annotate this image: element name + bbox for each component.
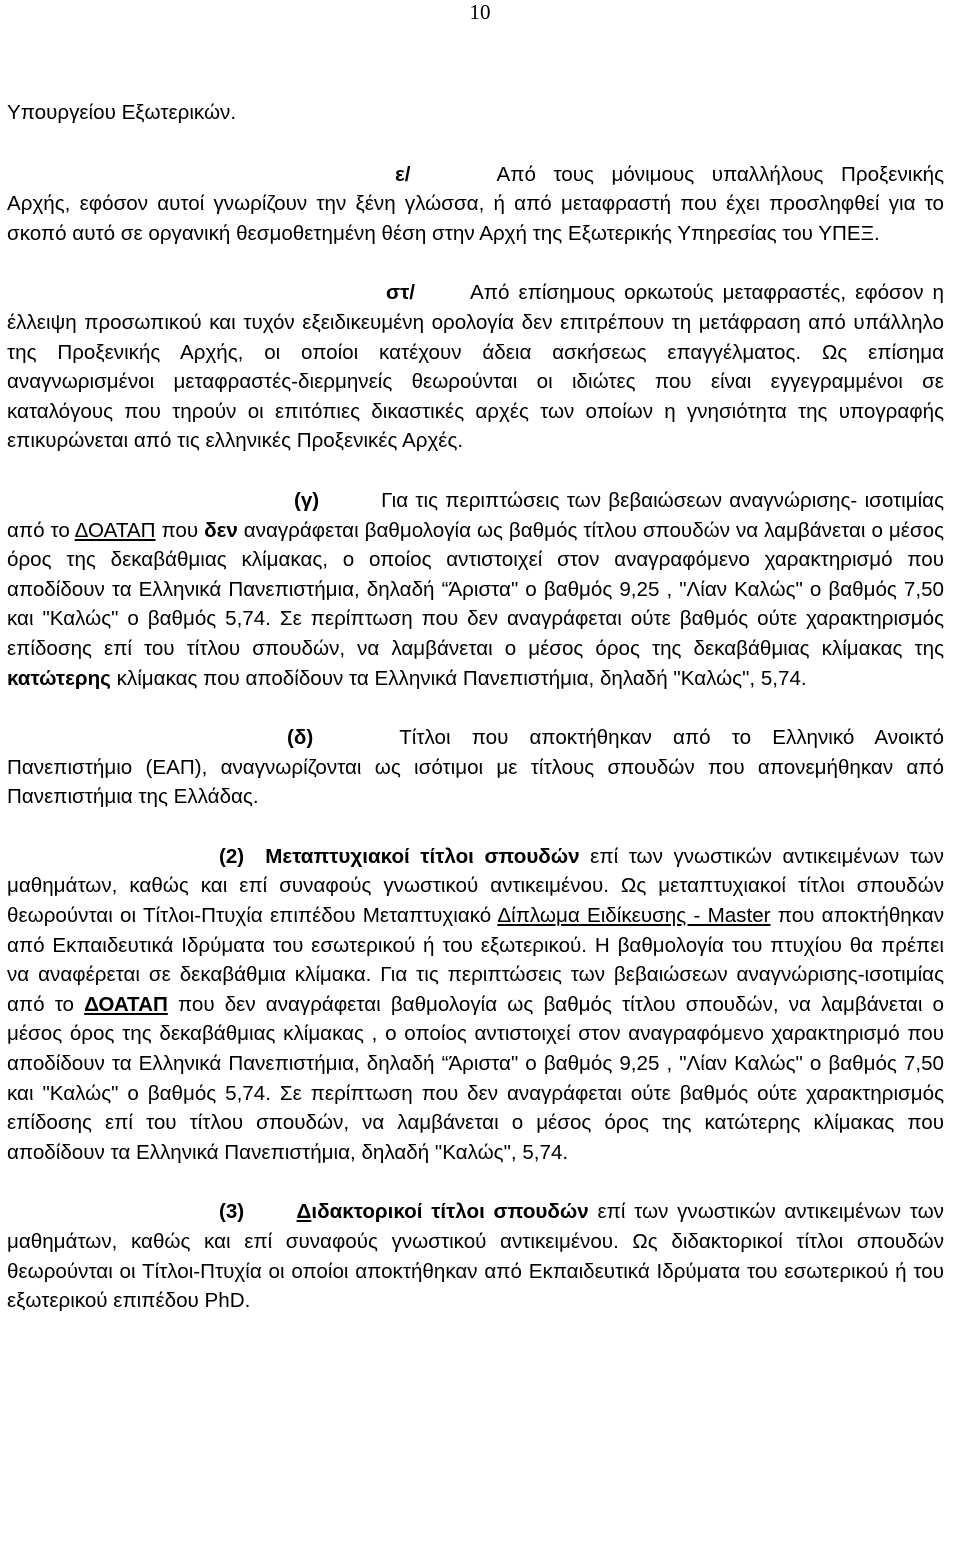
- doatap-abbreviation: ΔΟΑΤΑΠ: [74, 518, 156, 542]
- paragraph-2: [7, 842, 944, 1168]
- grade-label: Άριστα: [448, 1052, 511, 1076]
- paragraph-d: [7, 723, 944, 812]
- section-heading: Διδακτορικοί τίτλοι σπουδών: [296, 1200, 589, 1224]
- paragraph-text: που αποκτήθηκαν από Εκπαιδευτικά Ιδρύματα του εσωτερικού ή του εξωτερικού. Η βαθμολογία του πτυχίου θα πρέπει να αναφέρεται σε δεκαβάθμια κλίμακα. Για τις περιπτώσεις των βεβαιώσεων αναγνώρισης-ισοτιμίας από το: [7, 904, 944, 1016]
- paragraph-text: που δεν αναγράφεται βαθμολογία ως βαθμός τίτλου σπουδών, να λαμβάνεται ο μέσος όρος της δεκαβάθμιας κλίμακας , ο οποίος αντιστοιχεί στον αναγραφόμενο χαρακτηρισμό που αποδίδουν τα Ελληνικά Πανεπιστήμια, δηλαδή: [7, 992, 944, 1076]
- opening-quote: “: [441, 1052, 449, 1076]
- opening-quote: “: [441, 577, 449, 601]
- emphasis-katoteris: κατώτερης: [7, 666, 111, 690]
- paragraph-text: " ο βαθμός 9,25 , "Λίαν Καλώς" ο βαθμός 7,50 και "Καλώς" ο βαθμός 5,74. Σε περίπτωση που δεν αναγράφεται ούτε βαθμός ούτε χαρακτηρισμός επίδοσης επί του τίτλου σπουδών, να λαμβάνεται ο μέσος όρος της δεκαβάθμιας κλίμακας της: [7, 577, 944, 660]
- paragraph-text: επί των γνωστικών αντικειμένων των μαθημάτων, καθώς και επί συναφούς γνωστικού αντικειμένου. Ως διδακτορικοί τίτλοι σπουδών θεωρούνται οι Τίτλοι-Πτυχία οι οποίοι αποκτήθηκαν από Εκπαιδευτικά Ιδρύματα του εσωτερικού ή του εξωτερικού επιπέδου PhD.: [7, 1200, 944, 1313]
- grade-label: Άριστα: [448, 577, 511, 601]
- page-number: 10: [469, 0, 491, 24]
- document-body: [7, 98, 944, 1346]
- paragraph-text: επί των γνωστικών αντικειμένων των μαθημάτων, καθώς και επί συναφούς γνωστικού αντικειμένου. Ως μεταπτυχιακοί τίτλοι σπουδών θεωρούνται οι Τίτλοι-Πτυχία επιπέδου Μεταπτυχιακό: [7, 844, 944, 928]
- paragraph-text: Από τους μόνιμους υπαλλήλους Προξενικής Αρχής, εφόσον αυτοί γνωρίζουν την ξένη γλώσσα, ή από μεταφραστή που έχει προσληφθεί για το σκοπό αυτό σε οργανική θεσμοθετημένη θέση στην Αρχή της Εξωτερικής Υπηρεσίας του ΥΠΕΞ.: [7, 162, 944, 245]
- paragraph-marker: στ/: [386, 281, 416, 305]
- paragraph-marker: (2): [219, 844, 245, 868]
- paragraph-g: [7, 486, 944, 693]
- paragraph-marker: (γ): [294, 488, 320, 512]
- paragraph-text: Από επίσημους ορκωτούς μεταφραστές, εφόσον η έλλειψη προσωπικού και τυχόν εξειδικευμένη ορολογία δεν επιτρέπουν τη μετάφραση από υπάλληλο της Προξενικής Αρχής, οι οποίοι κατέχουν άδεια ασκήσεως επαγγέλματος. Ως επίσημα αναγνωρισμένοι μεταφραστές-διερμηνείς θεωρούνται οι ιδιώτες που είναι εγγεγραμμένοι σε καταλόγους που τηρούν οι επιτόπιες δικαστικές αρχές των οποίων η γνησιότητα της υπογραφής επικυρώνεται από τις ελληνικές Προξενικές Αρχές.: [7, 281, 944, 453]
- paragraph-marker: ε/: [395, 162, 411, 186]
- paragraph-3: [7, 1197, 944, 1315]
- first-line: Υπουργείου Εξωτερικών.: [7, 101, 237, 124]
- section-heading: Μεταπτυχιακοί τίτλοι σπουδών: [265, 844, 580, 868]
- paragraph-text: Τίτλοι που αποκτήθηκαν από το Ελληνικό Ανοικτό Πανεπιστήμιο (ΕΑΠ), αναγνωρίζονται ως ισότιμοι με τίτλους σπουδών που απονεμήθηκαν από Πανεπιστήμια της Ελλάδας.: [7, 726, 944, 809]
- paragraph-text: Για τις περιπτώσεις των βεβαιώσεων αναγνώρισης- ισοτιμίας από το: [7, 488, 944, 542]
- paragraph-e: [7, 160, 944, 249]
- paragraph-text: κλίμακας που αποδίδουν τα Ελληνικά Πανεπιστήμια, δηλαδή "Καλώς", 5,74.: [110, 666, 807, 690]
- paragraph-st: [7, 278, 944, 456]
- paragraph-text: " ο βαθμός 9,25 , "Λίαν Καλώς" ο βαθμός 7,50 και "Καλώς" ο βαθμός 5,74. Σε περίπτωση που δεν αναγράφεται ούτε βαθμός ούτε χαρακτηρισμός επίδοσης επί του τίτλου σπουδών, να λαμβάνεται ο μέσος όρος της κατώτερης κλίμακας που αποδίδουν τα Ελληνικά Πανεπιστήμια, δηλαδή "Καλώς", 5,74.: [7, 1052, 944, 1164]
- diploma-term: Δίπλωμα Ειδίκευσης - Master: [497, 904, 771, 928]
- emphasis-den: δεν: [204, 518, 238, 542]
- doatap-abbreviation: ΔΟΑΤΑΠ: [84, 992, 168, 1016]
- paragraph-text: που: [155, 518, 205, 542]
- paragraph-text: αναγράφεται βαθμολογία ως βαθμός τίτλου σπουδών να λαμβάνεται ο μέσος όρος της δεκαβάθμιας κλίμακας, ο οποίος αντιστοιχεί στον αναγραφόμενο χαρακτηρισμό που αποδίδουν τα Ελληνικά Πανεπιστήμια, δηλαδή: [7, 518, 945, 601]
- paragraph-marker: (3): [219, 1200, 245, 1224]
- paragraph-marker: (δ): [287, 726, 314, 750]
